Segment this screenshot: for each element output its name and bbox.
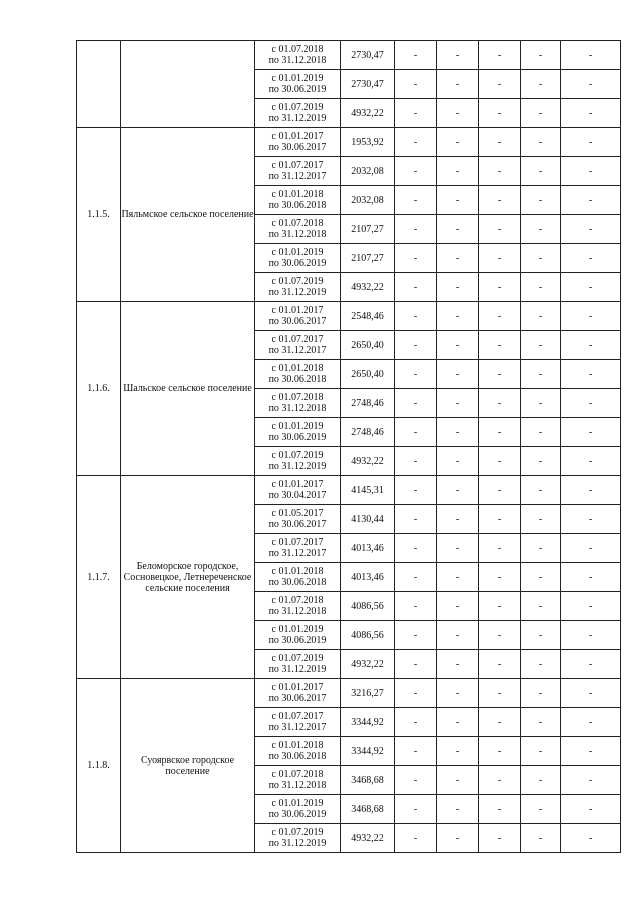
tariff-value: 4013,46	[341, 534, 395, 563]
period-to: по 30.04.2017	[268, 490, 327, 501]
tariff-value: 4086,56	[341, 621, 395, 650]
empty-value-dash: -	[437, 41, 479, 70]
empty-value-dash: -	[561, 505, 621, 534]
empty-value-dash: -	[437, 360, 479, 389]
empty-value-dash: -	[521, 418, 561, 447]
period-to: по 31.12.2017	[268, 548, 327, 559]
tariff-value: 4932,22	[341, 99, 395, 128]
empty-value-dash: -	[479, 795, 521, 824]
empty-value-dash: -	[395, 476, 437, 505]
tariff-value: 3344,92	[341, 708, 395, 737]
tariff-value: 4932,22	[341, 650, 395, 679]
empty-value-dash: -	[479, 447, 521, 476]
period-to: по 30.06.2019	[268, 258, 327, 269]
empty-value-dash: -	[395, 273, 437, 302]
empty-value-dash: -	[395, 621, 437, 650]
empty-value-dash: -	[437, 215, 479, 244]
empty-value-dash: -	[479, 273, 521, 302]
period-cell	[255, 157, 341, 186]
empty-value-dash: -	[479, 360, 521, 389]
tariff-value: 2748,46	[341, 389, 395, 418]
period-to: по 31.12.2019	[268, 287, 327, 298]
empty-value-dash: -	[395, 331, 437, 360]
empty-value-dash: -	[395, 99, 437, 128]
tariff-value: 2650,40	[341, 360, 395, 389]
empty-value-dash: -	[561, 447, 621, 476]
period-to: по 30.06.2017	[268, 316, 327, 327]
empty-value-dash: -	[479, 70, 521, 99]
settlement-name: Шальское сельское поселение	[121, 302, 255, 476]
period-to: по 31.12.2018	[268, 55, 327, 66]
empty-value-dash: -	[521, 737, 561, 766]
empty-value-dash: -	[395, 795, 437, 824]
empty-value-dash: -	[521, 766, 561, 795]
empty-value-dash: -	[521, 273, 561, 302]
empty-value-dash: -	[395, 534, 437, 563]
empty-value-dash: -	[437, 505, 479, 534]
period-cell	[255, 766, 341, 795]
period-from: с 01.07.2018	[271, 769, 324, 780]
empty-value-dash: -	[479, 157, 521, 186]
empty-value-dash: -	[395, 418, 437, 447]
empty-value-dash: -	[561, 128, 621, 157]
empty-value-dash: -	[561, 621, 621, 650]
empty-value-dash: -	[437, 476, 479, 505]
empty-value-dash: -	[395, 389, 437, 418]
period-from: с 01.01.2017	[271, 479, 324, 490]
empty-value-dash: -	[437, 447, 479, 476]
empty-value-dash: -	[521, 186, 561, 215]
period-cell	[255, 505, 341, 534]
period-to: по 31.12.2017	[268, 722, 327, 733]
empty-value-dash: -	[437, 273, 479, 302]
period-from: с 01.01.2019	[271, 247, 324, 258]
period-from: с 01.07.2019	[271, 450, 324, 461]
period-cell	[255, 302, 341, 331]
tariff-value: 4086,56	[341, 592, 395, 621]
empty-value-dash: -	[437, 302, 479, 331]
settlement-name	[121, 41, 255, 128]
period-from: с 01.07.2019	[271, 276, 324, 287]
empty-value-dash: -	[395, 708, 437, 737]
empty-value-dash: -	[437, 244, 479, 273]
empty-value-dash: -	[395, 244, 437, 273]
empty-value-dash: -	[479, 505, 521, 534]
empty-value-dash: -	[479, 766, 521, 795]
empty-value-dash: -	[479, 244, 521, 273]
tariff-value: 4932,22	[341, 824, 395, 853]
period-from: с 01.07.2018	[271, 218, 324, 229]
period-cell	[255, 534, 341, 563]
empty-value-dash: -	[395, 41, 437, 70]
tariff-value: 2748,46	[341, 418, 395, 447]
empty-value-dash: -	[437, 592, 479, 621]
period-from: с 01.07.2019	[271, 102, 324, 113]
period-cell	[255, 447, 341, 476]
empty-value-dash: -	[521, 476, 561, 505]
empty-value-dash: -	[561, 795, 621, 824]
period-cell	[255, 244, 341, 273]
empty-value-dash: -	[561, 737, 621, 766]
period-to: по 31.12.2019	[268, 838, 327, 849]
tariff-value: 2107,27	[341, 244, 395, 273]
empty-value-dash: -	[521, 157, 561, 186]
empty-value-dash: -	[395, 824, 437, 853]
empty-value-dash: -	[479, 215, 521, 244]
period-from: с 01.01.2018	[271, 740, 324, 751]
table-row	[77, 41, 621, 70]
period-from: с 01.01.2017	[271, 682, 324, 693]
settlement-name: Беломорское городское, Сосновецкое, Летнереченское сельские поселения	[121, 476, 255, 679]
period-to: по 31.12.2019	[268, 113, 327, 124]
empty-value-dash: -	[521, 650, 561, 679]
empty-value-dash: -	[479, 186, 521, 215]
empty-value-dash: -	[479, 534, 521, 563]
tariff-value: 3344,92	[341, 737, 395, 766]
empty-value-dash: -	[561, 679, 621, 708]
period-to: по 30.06.2019	[268, 635, 327, 646]
period-cell	[255, 476, 341, 505]
empty-value-dash: -	[437, 331, 479, 360]
empty-value-dash: -	[521, 331, 561, 360]
period-to: по 30.06.2017	[268, 519, 327, 530]
tariff-value: 3468,68	[341, 766, 395, 795]
period-to: по 31.12.2018	[268, 780, 327, 791]
empty-value-dash: -	[561, 534, 621, 563]
empty-value-dash: -	[561, 41, 621, 70]
period-cell	[255, 737, 341, 766]
empty-value-dash: -	[561, 273, 621, 302]
empty-value-dash: -	[437, 186, 479, 215]
empty-value-dash: -	[561, 360, 621, 389]
empty-value-dash: -	[521, 563, 561, 592]
empty-value-dash: -	[521, 795, 561, 824]
empty-value-dash: -	[521, 128, 561, 157]
empty-value-dash: -	[395, 447, 437, 476]
period-cell	[255, 273, 341, 302]
tariff-value: 4932,22	[341, 273, 395, 302]
empty-value-dash: -	[561, 99, 621, 128]
period-from: с 01.07.2018	[271, 392, 324, 403]
tariff-value: 4130,44	[341, 505, 395, 534]
tariff-table	[76, 40, 621, 853]
empty-value-dash: -	[521, 215, 561, 244]
period-cell	[255, 186, 341, 215]
period-from: с 01.01.2019	[271, 421, 324, 432]
empty-value-dash: -	[395, 360, 437, 389]
empty-value-dash: -	[437, 708, 479, 737]
tariff-table-body	[77, 41, 621, 853]
empty-value-dash: -	[437, 563, 479, 592]
period-to: по 30.06.2019	[268, 84, 327, 95]
tariff-value: 4145,31	[341, 476, 395, 505]
empty-value-dash: -	[561, 418, 621, 447]
empty-value-dash: -	[437, 70, 479, 99]
period-from: с 01.07.2017	[271, 334, 324, 345]
empty-value-dash: -	[479, 563, 521, 592]
period-to: по 31.12.2019	[268, 664, 327, 675]
empty-value-dash: -	[521, 447, 561, 476]
table-row	[77, 128, 621, 157]
empty-value-dash: -	[437, 418, 479, 447]
group-number: 1.1.6.	[77, 302, 121, 476]
period-to: по 30.06.2017	[268, 142, 327, 153]
empty-value-dash: -	[395, 302, 437, 331]
period-from: с 01.07.2017	[271, 537, 324, 548]
empty-value-dash: -	[561, 389, 621, 418]
empty-value-dash: -	[479, 679, 521, 708]
empty-value-dash: -	[395, 157, 437, 186]
empty-value-dash: -	[395, 650, 437, 679]
empty-value-dash: -	[437, 534, 479, 563]
empty-value-dash: -	[395, 128, 437, 157]
empty-value-dash: -	[437, 650, 479, 679]
empty-value-dash: -	[479, 650, 521, 679]
empty-value-dash: -	[561, 331, 621, 360]
empty-value-dash: -	[395, 679, 437, 708]
period-cell	[255, 621, 341, 650]
tariff-value: 2107,27	[341, 215, 395, 244]
period-cell	[255, 824, 341, 853]
table-row	[77, 679, 621, 708]
empty-value-dash: -	[521, 592, 561, 621]
period-cell	[255, 563, 341, 592]
tariff-value: 2032,08	[341, 157, 395, 186]
period-to: по 31.12.2018	[268, 606, 327, 617]
empty-value-dash: -	[561, 650, 621, 679]
empty-value-dash: -	[521, 824, 561, 853]
empty-value-dash: -	[395, 215, 437, 244]
period-cell	[255, 708, 341, 737]
group-number: 1.1.5.	[77, 128, 121, 302]
period-from: с 01.07.2017	[271, 160, 324, 171]
empty-value-dash: -	[437, 795, 479, 824]
period-cell	[255, 99, 341, 128]
tariff-value: 2730,47	[341, 70, 395, 99]
empty-value-dash: -	[395, 563, 437, 592]
period-from: с 01.05.2017	[271, 508, 324, 519]
period-cell	[255, 592, 341, 621]
empty-value-dash: -	[521, 679, 561, 708]
period-cell	[255, 679, 341, 708]
empty-value-dash: -	[521, 41, 561, 70]
period-cell	[255, 331, 341, 360]
empty-value-dash: -	[437, 99, 479, 128]
settlement-name: Суоярвское городское поселение	[121, 679, 255, 853]
empty-value-dash: -	[561, 563, 621, 592]
tariff-value: 4013,46	[341, 563, 395, 592]
period-from: с 01.01.2019	[271, 798, 324, 809]
empty-value-dash: -	[561, 215, 621, 244]
empty-value-dash: -	[521, 302, 561, 331]
empty-value-dash: -	[395, 766, 437, 795]
empty-value-dash: -	[437, 824, 479, 853]
period-cell	[255, 70, 341, 99]
period-to: по 30.06.2019	[268, 432, 327, 443]
period-cell	[255, 360, 341, 389]
empty-value-dash: -	[437, 621, 479, 650]
period-from: с 01.07.2018	[271, 44, 324, 55]
empty-value-dash: -	[395, 592, 437, 621]
empty-value-dash: -	[479, 592, 521, 621]
tariff-value: 2032,08	[341, 186, 395, 215]
period-from: с 01.07.2017	[271, 711, 324, 722]
empty-value-dash: -	[561, 476, 621, 505]
empty-value-dash: -	[561, 302, 621, 331]
empty-value-dash: -	[521, 621, 561, 650]
empty-value-dash: -	[561, 592, 621, 621]
group-number: 1.1.8.	[77, 679, 121, 853]
empty-value-dash: -	[521, 708, 561, 737]
period-from: с 01.01.2018	[271, 363, 324, 374]
empty-value-dash: -	[479, 389, 521, 418]
period-to: по 31.12.2018	[268, 403, 327, 414]
period-cell	[255, 795, 341, 824]
empty-value-dash: -	[521, 534, 561, 563]
period-to: по 31.12.2017	[268, 345, 327, 356]
tariff-value: 4932,22	[341, 447, 395, 476]
empty-value-dash: -	[479, 708, 521, 737]
empty-value-dash: -	[479, 331, 521, 360]
empty-value-dash: -	[395, 186, 437, 215]
period-cell	[255, 128, 341, 157]
empty-value-dash: -	[437, 766, 479, 795]
period-from: с 01.01.2017	[271, 305, 324, 316]
empty-value-dash: -	[437, 157, 479, 186]
period-cell	[255, 650, 341, 679]
settlement-name: Пяльмское сельское поселение	[121, 128, 255, 302]
period-from: с 01.01.2019	[271, 624, 324, 635]
empty-value-dash: -	[561, 708, 621, 737]
empty-value-dash: -	[395, 737, 437, 766]
empty-value-dash: -	[479, 621, 521, 650]
empty-value-dash: -	[561, 824, 621, 853]
period-to: по 30.06.2018	[268, 577, 327, 588]
empty-value-dash: -	[479, 824, 521, 853]
tariff-value: 2650,40	[341, 331, 395, 360]
empty-value-dash: -	[479, 737, 521, 766]
period-from: с 01.07.2019	[271, 827, 324, 838]
empty-value-dash: -	[561, 186, 621, 215]
table-row	[77, 476, 621, 505]
period-to: по 30.06.2018	[268, 374, 327, 385]
empty-value-dash: -	[437, 389, 479, 418]
empty-value-dash: -	[479, 302, 521, 331]
empty-value-dash: -	[521, 244, 561, 273]
period-to: по 30.06.2018	[268, 751, 327, 762]
empty-value-dash: -	[437, 737, 479, 766]
empty-value-dash: -	[479, 128, 521, 157]
tariff-value: 3216,27	[341, 679, 395, 708]
tariff-value: 1953,92	[341, 128, 395, 157]
empty-value-dash: -	[561, 157, 621, 186]
tariff-value: 3468,68	[341, 795, 395, 824]
empty-value-dash: -	[437, 679, 479, 708]
period-from: с 01.07.2019	[271, 653, 324, 664]
period-from: с 01.01.2019	[271, 73, 324, 84]
group-number	[77, 41, 121, 128]
period-to: по 30.06.2019	[268, 809, 327, 820]
period-to: по 31.12.2017	[268, 171, 327, 182]
period-to: по 30.06.2018	[268, 200, 327, 211]
period-cell	[255, 389, 341, 418]
empty-value-dash: -	[521, 505, 561, 534]
empty-value-dash: -	[521, 360, 561, 389]
period-cell	[255, 418, 341, 447]
empty-value-dash: -	[437, 128, 479, 157]
empty-value-dash: -	[521, 70, 561, 99]
period-from: с 01.01.2017	[271, 131, 324, 142]
empty-value-dash: -	[479, 476, 521, 505]
empty-value-dash: -	[561, 70, 621, 99]
empty-value-dash: -	[561, 766, 621, 795]
period-from: с 01.07.2018	[271, 595, 324, 606]
period-to: по 30.06.2017	[268, 693, 327, 704]
empty-value-dash: -	[479, 41, 521, 70]
tariff-value: 2730,47	[341, 41, 395, 70]
period-from: с 01.01.2018	[271, 189, 324, 200]
empty-value-dash: -	[479, 99, 521, 128]
empty-value-dash: -	[395, 70, 437, 99]
table-row	[77, 302, 621, 331]
period-cell	[255, 215, 341, 244]
empty-value-dash: -	[395, 505, 437, 534]
group-number: 1.1.7.	[77, 476, 121, 679]
period-to: по 31.12.2019	[268, 461, 327, 472]
tariff-value: 2548,46	[341, 302, 395, 331]
empty-value-dash: -	[561, 244, 621, 273]
period-to: по 31.12.2018	[268, 229, 327, 240]
empty-value-dash: -	[521, 99, 561, 128]
period-from: с 01.01.2018	[271, 566, 324, 577]
period-cell	[255, 41, 341, 70]
empty-value-dash: -	[479, 418, 521, 447]
empty-value-dash: -	[521, 389, 561, 418]
